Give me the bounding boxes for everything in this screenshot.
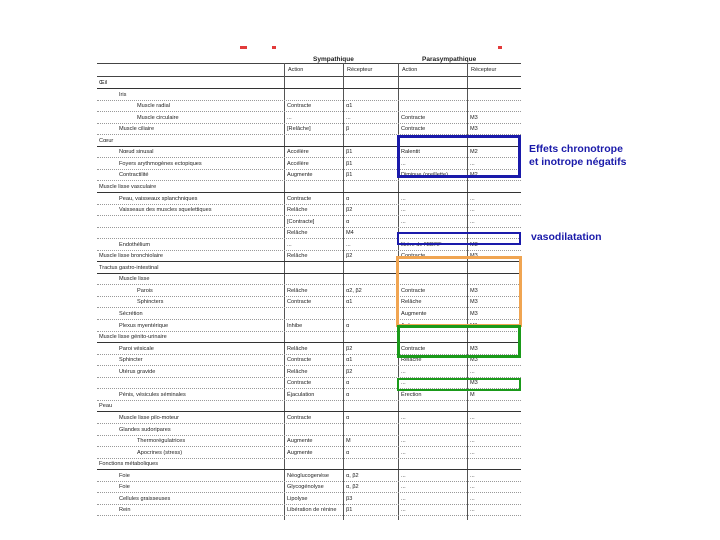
row-cell-pr: M3 xyxy=(470,299,478,306)
row-cell-sr: M xyxy=(346,438,351,445)
parasympathique-header: Parasympathique xyxy=(422,56,477,63)
row-cell-sa: Contracte xyxy=(287,195,312,202)
row-label: Plexus myentérique xyxy=(119,322,169,329)
row-cell-pa: Contracte xyxy=(401,345,426,352)
row-cell-pr: ... xyxy=(470,472,475,479)
row-cell-pa: ... xyxy=(401,207,406,214)
row-cell-pa: ... xyxy=(401,230,406,237)
row-cell-pr: M3 xyxy=(470,345,478,352)
row-cell-sa: Néoglucogenèse xyxy=(287,472,329,479)
row-cell-pa: Diminue (oreillette) xyxy=(401,172,448,179)
row-cell-pa: Contracte xyxy=(401,253,426,260)
row-cell-pa: ... xyxy=(401,414,406,421)
row-label: Œil xyxy=(99,80,108,86)
row-label: Parois xyxy=(137,287,153,294)
parasympathique-action-header: Action xyxy=(402,67,418,73)
row-label: Pénis, vésicules séminales xyxy=(119,391,186,398)
table-row xyxy=(97,494,521,505)
annotation-chronotrope-line1: Effets chronotrope xyxy=(529,143,623,155)
row-cell-pa: libère de l'EDRF xyxy=(401,241,442,248)
row-label: Contractilité xyxy=(119,172,149,179)
table-row xyxy=(97,205,521,216)
row-cell-pr: M3 xyxy=(470,311,478,317)
row-cell-pr: M3 xyxy=(470,241,478,248)
table-row xyxy=(97,78,521,89)
row-label: Muscle circulaire xyxy=(137,114,179,121)
row-cell-sr: α1 xyxy=(346,357,353,364)
row-cell-pr: ... xyxy=(470,414,475,421)
row-cell-sr: β xyxy=(346,126,350,133)
row-cell-sa: ... xyxy=(287,114,292,121)
table-row xyxy=(97,194,521,205)
table-header-rule xyxy=(97,76,521,77)
row-label: Foie xyxy=(119,472,130,479)
row-label: Apocrines (stress) xyxy=(137,449,183,456)
row-label: Sécrétion xyxy=(119,311,143,317)
row-rule xyxy=(97,515,521,516)
row-cell-pr: ... xyxy=(470,207,475,214)
row-label: Glandes sudoripares xyxy=(119,426,171,433)
row-label: Cœur xyxy=(99,137,114,144)
sympathique-header: Sympathique xyxy=(313,56,354,63)
red-mark-left xyxy=(240,46,247,49)
row-cell-sa: Lipolyse xyxy=(287,495,308,502)
row-cell-sr: β1 xyxy=(346,160,353,167)
row-cell-pr: M3 xyxy=(470,287,478,294)
row-cell-pa: ... xyxy=(401,380,406,387)
row-cell-sa: Éjaculation xyxy=(287,391,315,398)
annotation-vasodilatation: vasodilatation xyxy=(531,231,602,243)
row-cell-pa: Active xyxy=(401,322,417,329)
row-label: Fonctions métaboliques xyxy=(99,461,159,468)
row-cell-pa: Érection xyxy=(401,391,422,398)
row-label: Utérus gravide xyxy=(119,368,156,375)
row-label: Muscle lisse xyxy=(119,276,150,283)
row-cell-pa: ... xyxy=(401,368,406,375)
row-cell-sa: Relâche xyxy=(287,253,308,260)
row-cell-sa: [Contracte] xyxy=(287,218,315,225)
row-cell-pr: M3 xyxy=(470,357,478,364)
row-cell-pa: Relâche xyxy=(401,357,422,364)
row-label: Paroi vésicale xyxy=(119,345,154,352)
row-cell-sa: ... xyxy=(287,241,292,248)
row-cell-sr: β1 xyxy=(346,172,353,179)
blue-box-endothelium xyxy=(397,232,521,245)
row-label: Foyers arythmogènes ectopiques xyxy=(119,160,202,167)
table-row xyxy=(97,425,521,436)
table-row xyxy=(97,401,521,412)
row-cell-sa: Contracte xyxy=(287,103,312,110)
orange-box-gi xyxy=(396,256,522,327)
row-label: Iris xyxy=(119,91,127,98)
table-row xyxy=(97,413,521,424)
row-cell-pr: ... xyxy=(470,230,475,237)
row-cell-sr: ... xyxy=(346,114,351,121)
row-label: Vaisseaux des muscles squelettiques xyxy=(119,207,212,214)
green-box-erection xyxy=(397,378,521,391)
annotation-chronotrope xyxy=(529,143,626,169)
table-top-rule xyxy=(97,63,521,64)
row-cell-pa: ... xyxy=(401,449,406,456)
row-label: Thermorégulatrices xyxy=(137,438,186,445)
row-cell-sa: Augmente xyxy=(287,438,313,445)
row-cell-pr: M2 xyxy=(470,172,478,179)
row-label: Muscle ciliaire xyxy=(119,126,155,133)
row-cell-pr: ... xyxy=(470,484,475,491)
row-cell-sr: β2 xyxy=(346,253,353,260)
row-cell-sr: β2 xyxy=(346,345,353,352)
row-cell-pa: Contracte xyxy=(401,114,426,121)
table-row xyxy=(97,90,521,101)
table-row xyxy=(97,367,521,378)
annotation-chronotrope-line2: et inotrope négatifs xyxy=(529,156,627,168)
row-label: Peau, vaisseaux splanchniques xyxy=(119,195,198,202)
row-cell-sa: Relâche xyxy=(287,345,308,352)
row-cell-sr: β1 xyxy=(346,149,353,156)
row-cell-pr: M3 xyxy=(470,126,478,133)
row-cell-sr: α, β2 xyxy=(346,472,359,479)
table-row xyxy=(97,448,521,459)
row-cell-sa: Glycogénolyse xyxy=(287,484,324,491)
row-label: Endothélium xyxy=(119,241,151,248)
row-cell-pa: ... xyxy=(401,495,406,502)
row-cell-sa: Relâche xyxy=(287,230,308,237)
row-cell-sr: M4 xyxy=(346,230,354,237)
row-cell-sa: Augmente xyxy=(287,449,313,456)
row-label: Foie xyxy=(119,484,130,491)
row-cell-pa: Augmente xyxy=(401,311,427,317)
row-label: Muscle lisse génito-urinaire xyxy=(99,334,167,341)
row-label: Sphincters xyxy=(137,299,164,306)
row-cell-pr: M3 xyxy=(470,380,478,387)
table-row xyxy=(97,390,521,401)
row-cell-pr: ... xyxy=(470,507,475,514)
row-cell-pa: ... xyxy=(401,472,406,479)
row-cell-pa: ... xyxy=(401,507,406,514)
row-cell-sa: Contracte xyxy=(287,357,312,364)
row-cell-pr: M3 xyxy=(470,114,478,121)
table-row xyxy=(97,459,521,470)
sympathique-action-header: Action xyxy=(288,67,304,73)
row-cell-sa: [Relâche] xyxy=(287,126,311,133)
row-cell-sr: α xyxy=(346,391,350,398)
row-cell-sa: Contracte xyxy=(287,414,312,421)
row-cell-sr: α1 xyxy=(346,299,353,306)
red-mark-mid xyxy=(272,46,276,49)
table-row xyxy=(97,124,521,135)
row-cell-sa: Relâche xyxy=(287,207,308,214)
blue-box-heart xyxy=(397,135,521,178)
row-cell-pr: M1 xyxy=(470,322,478,329)
row-label: Rein xyxy=(119,507,131,514)
table-row xyxy=(97,217,521,228)
row-label: Tractus gastro-intestinal xyxy=(99,264,159,271)
table-row xyxy=(97,471,521,482)
row-label: Muscle lisse vasculaire xyxy=(99,183,157,190)
row-cell-sr: α xyxy=(346,195,350,202)
table-row xyxy=(97,482,521,493)
row-cell-pr: ... xyxy=(470,495,475,502)
row-cell-pa: ... xyxy=(401,438,406,445)
table-row xyxy=(97,101,521,112)
row-cell-pa: ... xyxy=(401,484,406,491)
row-cell-sa: Relâche xyxy=(287,368,308,375)
row-cell-pr: ... xyxy=(470,368,475,375)
row-cell-sa: Accélère xyxy=(287,149,309,156)
row-label: Muscle lisse bronchiolaire xyxy=(99,253,164,260)
table-row xyxy=(97,182,521,193)
row-cell-sr: ... xyxy=(346,241,351,248)
row-cell-pa: Contracte xyxy=(401,287,426,294)
row-cell-sr: β2 xyxy=(346,207,353,214)
row-cell-pa: ... xyxy=(401,195,406,202)
row-cell-sa: Inhibe xyxy=(287,322,303,329)
row-cell-sr: α xyxy=(346,414,350,421)
row-cell-pa: ... xyxy=(401,160,406,167)
green-box-bladder xyxy=(397,322,521,358)
row-cell-sr: β3 xyxy=(346,495,353,502)
row-cell-sr: α xyxy=(346,322,350,329)
row-cell-pr: ... xyxy=(470,218,475,225)
row-cell-pr: ... xyxy=(470,449,475,456)
row-cell-sa: Libération de rénine xyxy=(287,507,337,514)
row-label: Peau xyxy=(99,403,113,410)
row-cell-pr: ... xyxy=(470,438,475,445)
row-cell-pr: ... xyxy=(470,195,475,202)
row-label: Nœud sinusal xyxy=(119,149,154,156)
red-mark-right xyxy=(498,46,502,49)
row-cell-sa: Augmente xyxy=(287,172,313,179)
row-cell-pa: Relâche xyxy=(401,299,422,306)
row-label: Cellules graisseuses xyxy=(119,495,171,502)
row-cell-sr: α xyxy=(346,380,350,387)
row-cell-sa: Contracte xyxy=(287,299,312,306)
row-cell-sr: α1 xyxy=(346,103,353,110)
row-label: Muscle lisse pilo-moteur xyxy=(119,414,179,421)
row-cell-pa: ... xyxy=(401,218,406,225)
sympathique-receptor-header: Récepteur xyxy=(347,67,373,73)
row-cell-pr: ... xyxy=(470,160,475,167)
parasympathique-receptor-header: Récepteur xyxy=(471,67,497,73)
row-cell-sa: Contracte xyxy=(287,380,312,387)
row-cell-sr: α2, β2 xyxy=(346,287,362,294)
row-cell-sa: Accélère xyxy=(287,160,309,167)
row-cell-sr: α, β2 xyxy=(346,484,359,491)
row-cell-pr: M2 xyxy=(470,149,478,156)
row-cell-sr: α xyxy=(346,449,350,456)
row-cell-pr: M xyxy=(470,391,475,398)
table-row xyxy=(97,505,521,516)
table-row xyxy=(97,113,521,124)
row-cell-pa: Ralentit xyxy=(401,149,420,156)
row-label: Muscle radial xyxy=(137,103,170,110)
row-cell-sr: α xyxy=(346,218,350,225)
row-cell-sa: Relâche xyxy=(287,287,308,294)
row-cell-sr: β2 xyxy=(346,368,353,375)
row-cell-pa: Contracte xyxy=(401,126,426,133)
row-cell-sr: β1 xyxy=(346,507,353,514)
row-cell-pr: M3 xyxy=(470,253,478,260)
table-row xyxy=(97,436,521,447)
row-label: Sphincter xyxy=(119,357,143,364)
